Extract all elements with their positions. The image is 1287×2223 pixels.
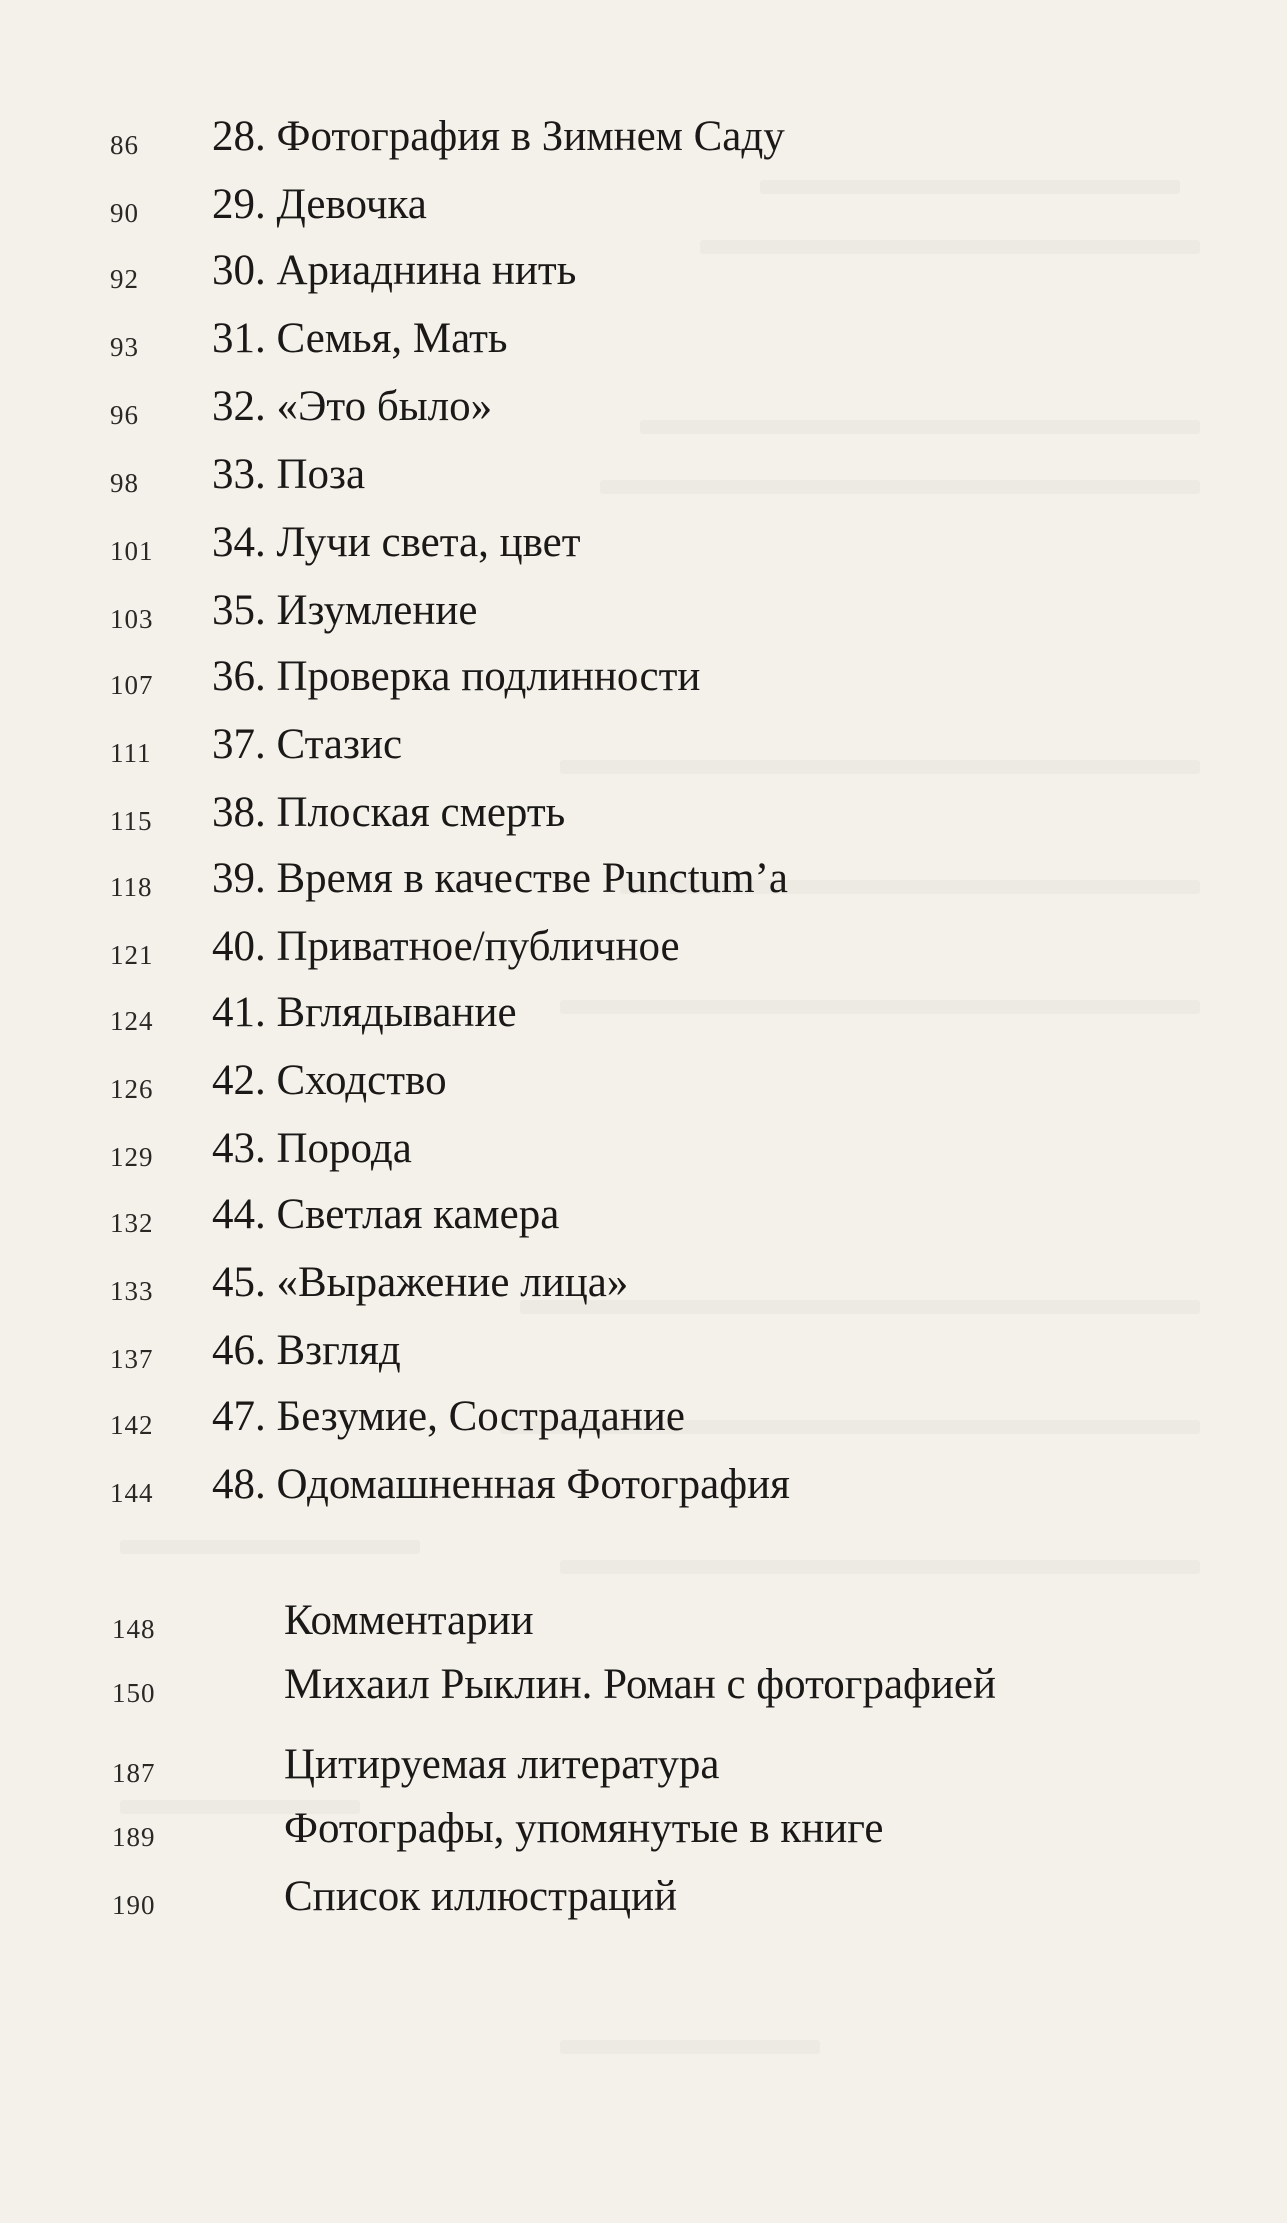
toc-entry	[0, 652, 1240, 712]
toc-entry	[0, 112, 1240, 172]
chapter-title: 41. Вглядывание	[212, 989, 517, 1036]
chapter-title: 40. Приватное/публичное	[212, 923, 680, 970]
chapter-title: 38. Плоская смерть	[212, 789, 566, 836]
chapter-title: 33. Поза	[212, 451, 366, 498]
chapter-title: 29. Девочка	[212, 181, 427, 228]
toc-entry	[0, 1258, 1240, 1318]
chapter-title: 30. Ариаднина нить	[212, 247, 577, 294]
chapter-title: 28. Фотография в Зимнем Саду	[212, 113, 785, 160]
section-title: Фотографы, упомянутые в книге	[284, 1805, 884, 1852]
chapter-title: 45. «Выражение лица»	[212, 1259, 629, 1306]
toc-entry	[0, 1056, 1240, 1116]
toc-entry	[0, 854, 1240, 914]
chapter-title: 32. «Это было»	[212, 383, 493, 430]
back-matter-entry	[0, 1596, 1240, 1656]
page-number: 96	[110, 400, 139, 430]
page-number: 124	[110, 1006, 154, 1036]
back-matter-entry	[0, 1660, 1240, 1720]
toc-entry	[0, 586, 1240, 646]
section-title: Цитируемая литература	[284, 1741, 720, 1788]
page-number: 107	[110, 670, 154, 700]
toc-entry	[0, 720, 1240, 780]
page-number: 144	[110, 1478, 154, 1508]
page-number: 115	[110, 806, 153, 836]
back-matter-entry	[0, 1740, 1240, 1800]
page-number: 103	[110, 604, 154, 634]
page-number: 86	[110, 130, 139, 160]
chapter-title: 43. Порода	[212, 1125, 412, 1172]
back-matter-entry	[0, 1804, 1240, 1864]
toc-entry	[0, 922, 1240, 982]
page-number: 93	[110, 332, 139, 362]
chapter-title: 35. Изумление	[212, 587, 478, 634]
toc-entry	[0, 450, 1240, 510]
chapter-title: 42. Сходство	[212, 1057, 447, 1104]
page-number: 142	[110, 1410, 154, 1440]
page-number: 121	[110, 940, 154, 970]
page-number: 101	[110, 536, 154, 566]
page-number: 190	[112, 1890, 156, 1920]
page-number: 90	[110, 198, 139, 228]
page-number: 150	[112, 1678, 156, 1708]
chapter-title: 48. Одомашненная Фотография	[212, 1461, 790, 1508]
back-matter-entry	[0, 1872, 1240, 1932]
page-number: 187	[112, 1758, 156, 1788]
toc-entry	[0, 180, 1240, 240]
chapter-title: 47. Безумие, Сострадание	[212, 1393, 685, 1440]
page-number: 92	[110, 264, 139, 294]
toc-entry	[0, 1460, 1240, 1520]
chapter-title: 31. Семья, Мать	[212, 315, 508, 362]
page-number: 98	[110, 468, 139, 498]
toc-entry	[0, 1190, 1240, 1250]
page-number: 137	[110, 1344, 154, 1374]
chapter-title: 46. Взгляд	[212, 1327, 401, 1374]
page-number: 126	[110, 1074, 154, 1104]
section-title: Михаил Рыклин. Роман с фотографией	[284, 1661, 996, 1708]
chapter-title: 44. Светлая камера	[212, 1191, 560, 1238]
toc-entry	[0, 246, 1240, 306]
page-number: 133	[110, 1276, 154, 1306]
toc-entry	[0, 988, 1240, 1048]
toc-entry	[0, 788, 1240, 848]
toc-entry	[0, 1392, 1240, 1452]
toc-entry	[0, 1326, 1240, 1386]
page-number: 189	[112, 1822, 156, 1852]
toc-entry	[0, 314, 1240, 374]
section-title: Комментарии	[284, 1597, 534, 1644]
toc-entry	[0, 1124, 1240, 1184]
toc-entry	[0, 518, 1240, 578]
chapter-title: 39. Время в качестве Punctum’a	[212, 855, 789, 902]
toc-entry	[0, 382, 1240, 442]
page-number: 118	[110, 872, 153, 902]
page-number: 111	[110, 738, 152, 768]
page-number: 129	[110, 1142, 154, 1172]
page-number: 132	[110, 1208, 154, 1238]
chapter-title: 34. Лучи света, цвет	[212, 519, 581, 566]
chapter-title: 36. Проверка подлинности	[212, 653, 701, 700]
section-title: Список иллюстраций	[284, 1873, 678, 1920]
page-number: 148	[112, 1614, 156, 1644]
chapter-title: 37. Стазис	[212, 721, 403, 768]
